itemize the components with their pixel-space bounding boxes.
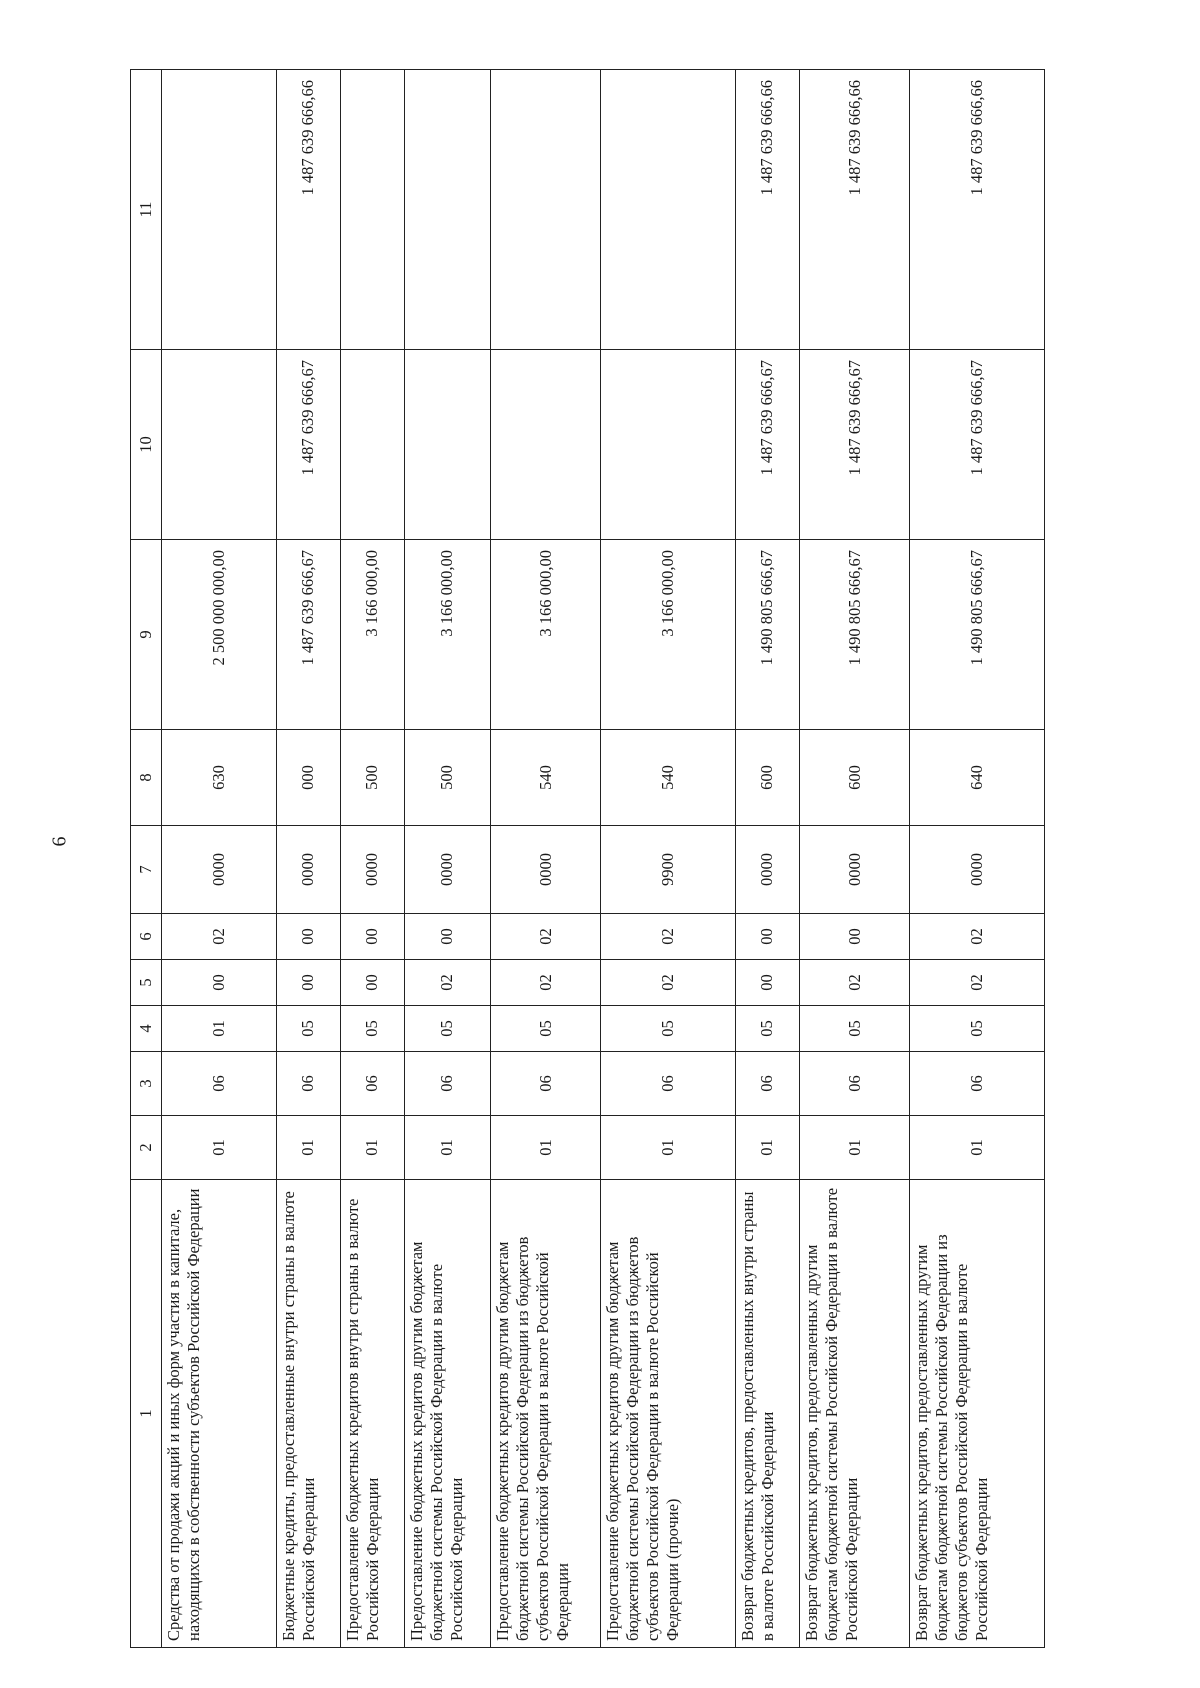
- code-cell: 9900: [601, 826, 736, 914]
- code-cell: 0000: [162, 826, 277, 914]
- amount-cell: 1 487 639 666,67: [799, 350, 909, 540]
- amount-cell: 1 487 639 666,66: [735, 70, 799, 350]
- amount-cell: [490, 350, 600, 540]
- code-cell: 06: [404, 1052, 490, 1116]
- code-cell: 0000: [340, 826, 404, 914]
- code-cell: 01: [276, 1116, 340, 1180]
- code-cell: 02: [910, 914, 1045, 960]
- code-cell: 00: [735, 914, 799, 960]
- code-cell: 00: [162, 960, 277, 1006]
- code-cell: 00: [340, 960, 404, 1006]
- code-cell: 05: [910, 1006, 1045, 1052]
- header-cell: 11: [131, 70, 162, 350]
- code-cell: 00: [404, 914, 490, 960]
- code-cell: 02: [799, 960, 909, 1006]
- amount-cell: [601, 350, 736, 540]
- table-row: [735, 70, 799, 1648]
- table-row: [601, 70, 736, 1648]
- code-cell: 02: [490, 960, 600, 1006]
- code-cell: 05: [735, 1006, 799, 1052]
- amount-cell: 3 166 000,00: [404, 540, 490, 730]
- rotated-table: [130, 70, 1045, 1648]
- code-cell: 02: [601, 960, 736, 1006]
- row-name-cell: Предоставление бюджетных кредитов внутри страны в валюте Российской Федерации: [340, 1180, 404, 1648]
- code-cell: 02: [601, 914, 736, 960]
- amount-cell: 3 166 000,00: [601, 540, 736, 730]
- amount-cell: [601, 70, 736, 350]
- code-cell: 05: [799, 1006, 909, 1052]
- amount-cell: 1 487 639 666,66: [799, 70, 909, 350]
- code-cell: 600: [799, 730, 909, 826]
- code-cell: 00: [276, 960, 340, 1006]
- amount-cell: [340, 70, 404, 350]
- row-name-cell: Предоставление бюджетных кредитов другим бюджетам бюджетной системы Российской Федерации из бюджетов субъектов Российской Федерации в валюте Российской Федерации: [490, 1180, 600, 1648]
- code-cell: 02: [490, 914, 600, 960]
- amount-cell: 1 487 639 666,67: [276, 540, 340, 730]
- table-row: [162, 70, 277, 1648]
- header-cell: 1: [131, 1180, 162, 1648]
- code-cell: 01: [404, 1116, 490, 1180]
- header-cell: 6: [131, 914, 162, 960]
- table-row: [340, 70, 404, 1648]
- header-cell: 2: [131, 1116, 162, 1180]
- amount-cell: [404, 70, 490, 350]
- code-cell: 05: [490, 1006, 600, 1052]
- code-cell: 05: [340, 1006, 404, 1052]
- code-cell: 06: [340, 1052, 404, 1116]
- amount-cell: 1 490 805 666,67: [735, 540, 799, 730]
- code-cell: 00: [799, 914, 909, 960]
- header-cell: 9: [131, 540, 162, 730]
- code-cell: 0000: [735, 826, 799, 914]
- code-cell: 02: [404, 960, 490, 1006]
- row-name-cell: Возврат бюджетных кредитов, предоставленных другим бюджетам бюджетной системы Российской Федерации из бюджетов субъектов Российской Федерации в валюте Российской Федерации: [910, 1180, 1045, 1648]
- code-cell: 540: [490, 730, 600, 826]
- amount-cell: [340, 350, 404, 540]
- table-row: [910, 70, 1045, 1648]
- amount-cell: [162, 350, 277, 540]
- code-cell: 0000: [276, 826, 340, 914]
- amount-cell: 1 487 639 666,66: [910, 70, 1045, 350]
- code-cell: 05: [404, 1006, 490, 1052]
- amount-cell: 1 487 639 666,67: [735, 350, 799, 540]
- code-cell: 540: [601, 730, 736, 826]
- amount-cell: 1 487 639 666,66: [276, 70, 340, 350]
- code-cell: 01: [340, 1116, 404, 1180]
- code-cell: 01: [162, 1116, 277, 1180]
- amount-cell: [404, 350, 490, 540]
- code-cell: 05: [601, 1006, 736, 1052]
- code-cell: 01: [490, 1116, 600, 1180]
- table-row: [276, 70, 340, 1648]
- table-row: [799, 70, 909, 1648]
- amount-cell: [490, 70, 600, 350]
- code-cell: 06: [735, 1052, 799, 1116]
- header-cell: 3: [131, 1052, 162, 1116]
- code-cell: 05: [276, 1006, 340, 1052]
- row-name-cell: Бюджетные кредиты, предоставленные внутри страны в валюте Российской Федерации: [276, 1180, 340, 1648]
- code-cell: 06: [276, 1052, 340, 1116]
- amount-cell: 3 166 000,00: [340, 540, 404, 730]
- code-cell: 00: [735, 960, 799, 1006]
- code-cell: 0000: [404, 826, 490, 914]
- code-cell: 01: [162, 1006, 277, 1052]
- code-cell: 06: [910, 1052, 1045, 1116]
- code-cell: 600: [735, 730, 799, 826]
- amount-cell: [162, 70, 277, 350]
- amount-cell: 1 487 639 666,67: [910, 350, 1045, 540]
- budget-sources-table: [130, 69, 1045, 1648]
- header-cell: 10: [131, 350, 162, 540]
- code-cell: 00: [340, 914, 404, 960]
- code-cell: 02: [910, 960, 1045, 1006]
- code-cell: 500: [404, 730, 490, 826]
- amount-cell: 1 490 805 666,67: [799, 540, 909, 730]
- code-cell: 630: [162, 730, 277, 826]
- code-cell: 00: [276, 914, 340, 960]
- code-cell: 0000: [910, 826, 1045, 914]
- page-number: 6: [48, 836, 71, 847]
- header-row: [131, 70, 162, 1648]
- code-cell: 06: [799, 1052, 909, 1116]
- code-cell: 000: [276, 730, 340, 826]
- table-row: [490, 70, 600, 1648]
- row-name-cell: Возврат бюджетных кредитов, предоставленных другим бюджетам бюджетной системы Российской Федерации в валюте Российской Федерации: [799, 1180, 909, 1648]
- code-cell: 01: [799, 1116, 909, 1180]
- code-cell: 0000: [490, 826, 600, 914]
- row-name-cell: Предоставление бюджетных кредитов другим бюджетам бюджетной системы Российской Федерации из бюджетов субъектов Российской Федерации в валюте Российской Федерации (прочие): [601, 1180, 736, 1648]
- code-cell: 06: [490, 1052, 600, 1116]
- row-name-cell: Средства от продажи акций и иных форм участия в капитале, находящихся в собственности субъектов Российской Федерации: [162, 1180, 277, 1648]
- header-cell: 4: [131, 1006, 162, 1052]
- code-cell: 500: [340, 730, 404, 826]
- table-body: [162, 70, 1045, 1648]
- budget-table-frame: [130, 70, 1045, 1648]
- code-cell: 01: [601, 1116, 736, 1180]
- table-row: [404, 70, 490, 1648]
- amount-cell: 2 500 000 000,00: [162, 540, 277, 730]
- code-cell: 01: [910, 1116, 1045, 1180]
- code-cell: 02: [162, 914, 277, 960]
- amount-cell: 1 487 639 666,67: [276, 350, 340, 540]
- code-cell: 01: [735, 1116, 799, 1180]
- header-cell: 7: [131, 826, 162, 914]
- code-cell: 06: [601, 1052, 736, 1116]
- row-name-cell: Предоставление бюджетных кредитов другим бюджетам бюджетной системы Российской Федерации в валюте Российской Федерации: [404, 1180, 490, 1648]
- header-cell: 5: [131, 960, 162, 1006]
- code-cell: 0000: [799, 826, 909, 914]
- code-cell: 06: [162, 1052, 277, 1116]
- header-cell: 8: [131, 730, 162, 826]
- amount-cell: 3 166 000,00: [490, 540, 600, 730]
- row-name-cell: Возврат бюджетных кредитов, предоставленных внутри страны в валюте Российской Федерации: [735, 1180, 799, 1648]
- code-cell: 640: [910, 730, 1045, 826]
- amount-cell: 1 490 805 666,67: [910, 540, 1045, 730]
